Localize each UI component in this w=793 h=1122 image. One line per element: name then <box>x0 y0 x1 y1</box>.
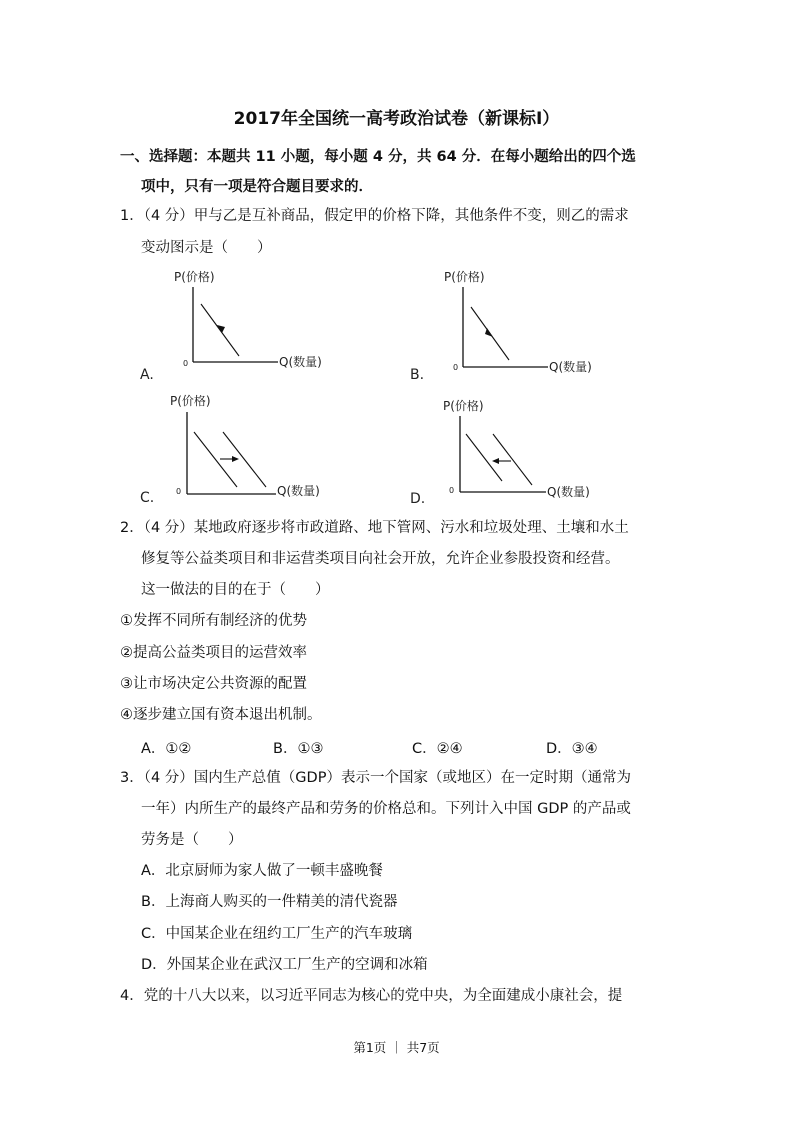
graph-d-origin: 0 <box>449 486 455 495</box>
q2-item-1: ①发挥不同所有制经济的优势 <box>120 613 307 629</box>
q2-stem-line2: 修复等公益类项目和非运营类项目向社会开放，允许企业参股投资和经营。 <box>141 551 620 567</box>
q3-stem-line1: 3．（4 分）国内生产总值（GDP）表示一个国家（或地区）在一定时期（通常为 <box>120 770 631 786</box>
section-heading-line2: 项中，只有一项是符合题目要求的． <box>141 179 373 195</box>
graph-d-arrow-left <box>492 458 499 464</box>
q3-option-d: D．外国某企业在武汉工厂生产的空调和冰箱 <box>141 957 428 973</box>
q2-option-a: A．①② <box>141 741 192 757</box>
graph-a-letter: A. <box>140 367 154 383</box>
graph-c-arrow-right <box>232 456 239 462</box>
graph-c-letter: C. <box>140 490 155 506</box>
graph-c-q-label: Q(数量) <box>277 484 320 498</box>
q3-option-b: B．上海商人购买的一件精美的清代瓷器 <box>141 894 398 910</box>
q2-option-d: D．③④ <box>546 741 598 757</box>
q1-stem-line1: 1．（4 分）甲与乙是互补商品，假定甲的价格下降，其他条件不变，则乙的需求 <box>120 208 629 224</box>
graph-b-arrow <box>485 328 493 337</box>
q2-item-3: ③让市场决定公共资源的配置 <box>120 676 307 692</box>
q2-stem-line3: 这一做法的目的在于（ ） <box>141 582 330 598</box>
q3-stem-line2: 一年）内所生产的最终产品和劳务的价格总和。下列计入中国 GDP 的产品或 <box>141 801 631 817</box>
graph-d-letter: D. <box>410 491 426 507</box>
q3-option-c: C．中国某企业在纽约工厂生产的汽车玻璃 <box>141 926 413 942</box>
graph-a-p-label: P(价格) <box>174 270 215 284</box>
section-heading-line1: 一、选择题：本题共 11 小题，每小题 4 分，共 64 分．在每小题给出的四个选 <box>120 149 636 165</box>
graph-c <box>138 390 338 508</box>
q2-item-2: ②提高公益类项目的运营效率 <box>120 645 307 661</box>
q4-stem-line1: 4．党的十八大以来，以习近平同志为核心的党中央，为全面建成小康社会，提 <box>120 988 623 1004</box>
graph-d-p-label: P(价格) <box>443 399 484 413</box>
q2-item-4: ④逐步建立国有资本退出机制。 <box>120 707 322 723</box>
graph-a-q-label: Q(数量) <box>279 355 322 369</box>
graph-a-demand-curve <box>201 304 239 356</box>
graph-a-origin: 0 <box>183 359 189 368</box>
graph-d-curve-1 <box>466 434 502 481</box>
q2-option-c: C．②④ <box>412 741 463 757</box>
graph-b-p-label: P(价格) <box>444 270 485 284</box>
graph-b-origin: 0 <box>453 363 459 372</box>
q1-stem-line2: 变动图示是（ ） <box>141 240 272 256</box>
page-title: 2017年全国统一高考政治试卷（新课标Ⅰ） <box>233 109 560 129</box>
q3-option-a: A．北京厨师为家人做了一顿丰盛晚餐 <box>141 863 383 879</box>
graph-c-p-label: P(价格) <box>170 394 211 408</box>
page-footer: 第1页 ｜ 共7页 <box>353 1040 440 1055</box>
graph-d-q-label: Q(数量) <box>547 485 590 499</box>
graph-b-q-label: Q(数量) <box>549 360 592 374</box>
graph-b <box>408 262 608 387</box>
graph-a <box>138 262 338 387</box>
graph-d <box>408 390 608 508</box>
graph-c-origin: 0 <box>176 487 182 496</box>
graph-b-letter: B. <box>410 367 425 383</box>
q3-stem-line3: 劳务是（ ） <box>141 832 243 848</box>
q2-option-b: B．①③ <box>273 741 324 757</box>
q2-stem-line1: 2．（4 分）某地政府逐步将市政道路、地下管网、污水和垃圾处理、土壤和水土 <box>120 520 629 536</box>
